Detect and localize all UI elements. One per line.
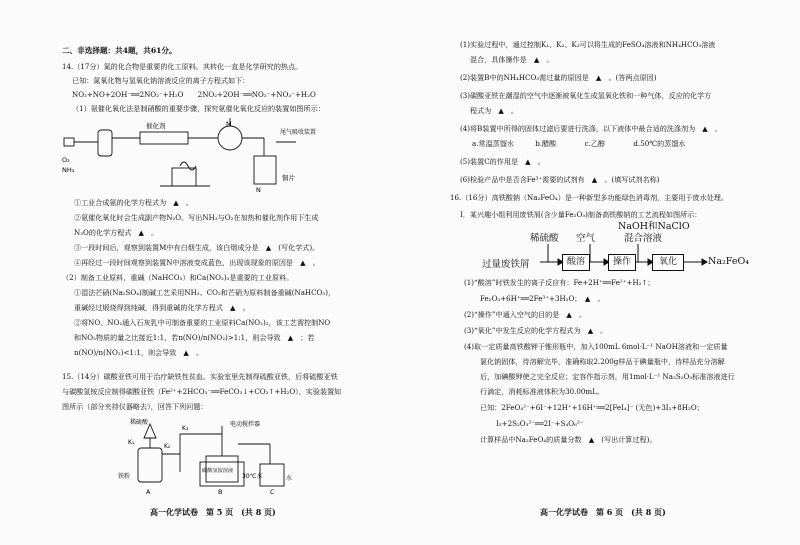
label-b: B — [218, 488, 223, 496]
flow-raw: 过量废铁屑 — [482, 259, 530, 270]
label-stirrer: 电动搅拌器 — [230, 421, 261, 428]
q15-r1: (1)实验过程中，通过控制K₁、K₂、K₃可以将生成的FeSO₄溶液和NH₄HCO₃溶液 — [460, 40, 716, 49]
flow-oxidant: NaOH和NaClO — [618, 221, 690, 232]
section-title: 二、非选择题：共4题，共61分。 — [62, 46, 177, 55]
q15-intro2: 与碳酸氢铵反应制得碳酸亚铁（Fe²⁺+2HCO₃⁻══FeCO₃↓+CO₂↑+H₂O），实验装置如 — [62, 387, 342, 396]
q15-r1b: 混合，具体操作是 ▲ 。 — [470, 55, 554, 64]
q14-t1b: 重碱经过煅烧得到纯碱，得到重碱的化学方程式 ▲ 。 — [74, 303, 250, 312]
label-nh4hco3: 碳酸氢铵溶液 — [202, 468, 234, 474]
q16-part1: Ⅰ．某兴趣小组利用废铁屑(含少量Fe₂O₃)制备高铁酸钠的工艺流程如图所示： — [460, 210, 702, 219]
label-absorb: 尾气吸收装置 — [280, 129, 317, 136]
flow-acid: 稀硫酸 — [530, 233, 559, 244]
left-footer: 高一化学试卷 第 5 页 (共 8 页) — [150, 507, 276, 517]
q16-a4d: 行滴定，消耗标准液体积为30.00mL。 — [480, 387, 604, 396]
q15-r6: (6)检验产品中是否含Fe³⁺需要的试剂有 ▲ 。(填写试剂名称) — [460, 175, 660, 184]
label-temp: 30℃水 — [242, 473, 263, 480]
label-c: C — [270, 488, 275, 496]
q16-a2: (2)“操作”中通入空气的目的是 ▲ 。 — [464, 310, 587, 319]
q14-part2: （2）制备工业原料，重碱（NaHCO₃）和Ca(NO₂)₂是重要的工业原料。 — [62, 273, 294, 282]
label-a: A — [146, 488, 151, 496]
q16-a4f: I₂+2S₂O₃²⁻══2I⁻+S₄O₆²⁻ — [496, 419, 584, 428]
q14-sub2b: N₂O的化学方程式 ▲ 。 — [74, 228, 159, 237]
label-water: 水 — [286, 475, 293, 482]
label-k3: K₃ — [182, 425, 189, 432]
flow-oxidant2: 混合溶液 — [624, 233, 663, 244]
q15-r3: (3)碳酸亚铁在潮湿的空气中逐渐被氧化生成氢氧化铁和一种气体，反应的化学方 — [460, 91, 712, 100]
q15-r2: (2)装置B中的NH₄HCO₃需过量的原因是 ▲ 。(答两点原因) — [460, 73, 657, 82]
q14-sub4: ④再经过一段时间观察到装置N中溶液变成蓝色，出现该现象的原因是 ▲ 。 — [74, 258, 320, 267]
label-catalyst: 催化剂 — [146, 122, 166, 130]
q14-equations: NO₂+NO+2OH⁻══2NO₂⁻+H₂O 2NO₂+2OH⁻══NO₂⁻+NO₃⁻+H₂O — [72, 90, 316, 99]
q15-r4-options: a.常温蒸馏水 b.醋酸 c.乙醇 d.50℃的蒸馏水 — [472, 139, 686, 148]
q14-sub3: ③一段时间后，观察到装置M中有白烟生成，该白烟成分是 ▲ (写化学式)。 — [74, 243, 320, 252]
q15-r4: (4)将B装置中所得的固体过滤后要进行洗涤，以下液体中最合适的洗涤剂为 ▲ 。 — [460, 124, 722, 133]
q14-sub1: ①工业合成氨的化学方程式为 ▲ 。 — [74, 198, 193, 207]
label-h2so4: 稀硫酸 — [130, 419, 149, 426]
flow-step-operation: 操作 — [608, 254, 636, 271]
flow-step-oxidize: 氧化 — [652, 254, 684, 271]
q15-intro: 15.（14分）碳酸亚铁可用于治疗缺铁性贫血。实验室里先制得硫酸亚铁，后将硫酸亚铁 — [62, 372, 338, 381]
q14-sub2: ②氨催化氧化时会生成副产物N₂O。写出NH₃与O₂在加热和催化剂作用下生成 — [74, 213, 319, 222]
q16-a4: (4)取一定质量高铁酸钾于锥形瓶中，加入100mL 6mol·L⁻¹ NaOH溶液和一定质量 — [464, 342, 728, 351]
flow-step-acid-dissolve: 酸溶 — [562, 254, 590, 271]
q16-a4b: 氯化钠固体，待溶解完毕，准确称取2.200g样品于碘量瓶中，待样品充分溶解 — [480, 357, 725, 366]
q16-a4c: 后，加碘酸钾使之完全反应；定容作指示剂，用1mol·L⁻¹ Na₂S₂O₃标准溶液进行 — [480, 372, 735, 381]
q14-part1: （1）氨催化氧化法是制硝酸的重要步骤，探究氨催化氧化反应的装置如图所示： — [72, 104, 325, 113]
label-k2: K₂ — [164, 443, 171, 450]
label-k1: K₁ — [128, 439, 135, 446]
q14-intro: 14.（17分）氮的化合物是重要的化工原料，其转化一直是化学研究的热点。 — [62, 62, 303, 71]
q16-a4g: 计算样品中Na₂FeO₄的质量分数 ▲ (写出计算过程)。 — [480, 435, 657, 444]
q16-a3: (3)“氧化”中发生反应的化学方程式为 ▲ 。 — [464, 326, 608, 335]
right-page — [400, 0, 800, 545]
q16-a1: (1)“酸溶”时铁发生的离子反应有：Fe+2H⁺══Fe²⁺+H₂↑； — [464, 278, 655, 287]
label-fe: 铁粉 — [118, 473, 131, 480]
label-n: N — [256, 186, 261, 194]
q15-r5: (5)装置C的作用是 ▲ 。 — [460, 157, 545, 166]
q14-t2b: 和NO₂物质的量之比接近1:1，若n(NO)/n(NO₂)>1:1，则会导致 ▲ ；若 — [74, 333, 315, 342]
q16-a1b: Fe₂O₃+6H⁺══2Fe³⁺+3H₂O； ▲ 。 — [480, 294, 605, 303]
label-cu: 铜片 — [282, 174, 295, 182]
q14-t1: ①湿法芒硝(Na₂SO₄)制碱工艺采用NH₃、CO₂和芒硝为原料制备重碱(NaHCO₃)， — [74, 288, 336, 297]
label-nh3: NH₃ — [62, 166, 75, 174]
right-footer: 高一化学试卷 第 6 页 (共 8 页) — [540, 507, 666, 517]
q14-apparatus-figure — [60, 116, 317, 196]
q15-r3b: 程式为 ▲ 。 — [470, 106, 519, 115]
label-m: M — [226, 120, 232, 128]
q14-t2c: n(NO)/n(NO₂)<1:1，则会导致 ▲ 。 — [74, 348, 204, 357]
q16-intro: 16.（16分）高铁酸钠（Na₂FeO₄）是一种新型多功能绿色消毒剂，主要用于废水处理。 — [450, 193, 728, 202]
q16-a4e: 已知：2FeO₄²⁻+6I⁻+12H⁺+16H⁺══2[FeI₄]⁻ (无色)+3I₂+8H₂O； — [480, 403, 704, 412]
q14-known: 已知：氮氧化物与氢氧化钠溶液反应的离子方程式如下： — [72, 76, 250, 85]
q15-intro3: 图所示（部分夹持仪器略去），回答下列问题： — [62, 402, 208, 411]
q15-apparatus-figure — [110, 416, 310, 496]
q14-t2: ②将NO、NO₂通入石灰乳中可制备重要的工业原料Ca(NO₂)₂，该工艺需控制NO — [74, 318, 331, 327]
flow-product: Na₂FeO₄ — [708, 256, 750, 267]
label-o2: O₂ — [62, 156, 70, 164]
flow-air: 空气 — [576, 233, 596, 244]
